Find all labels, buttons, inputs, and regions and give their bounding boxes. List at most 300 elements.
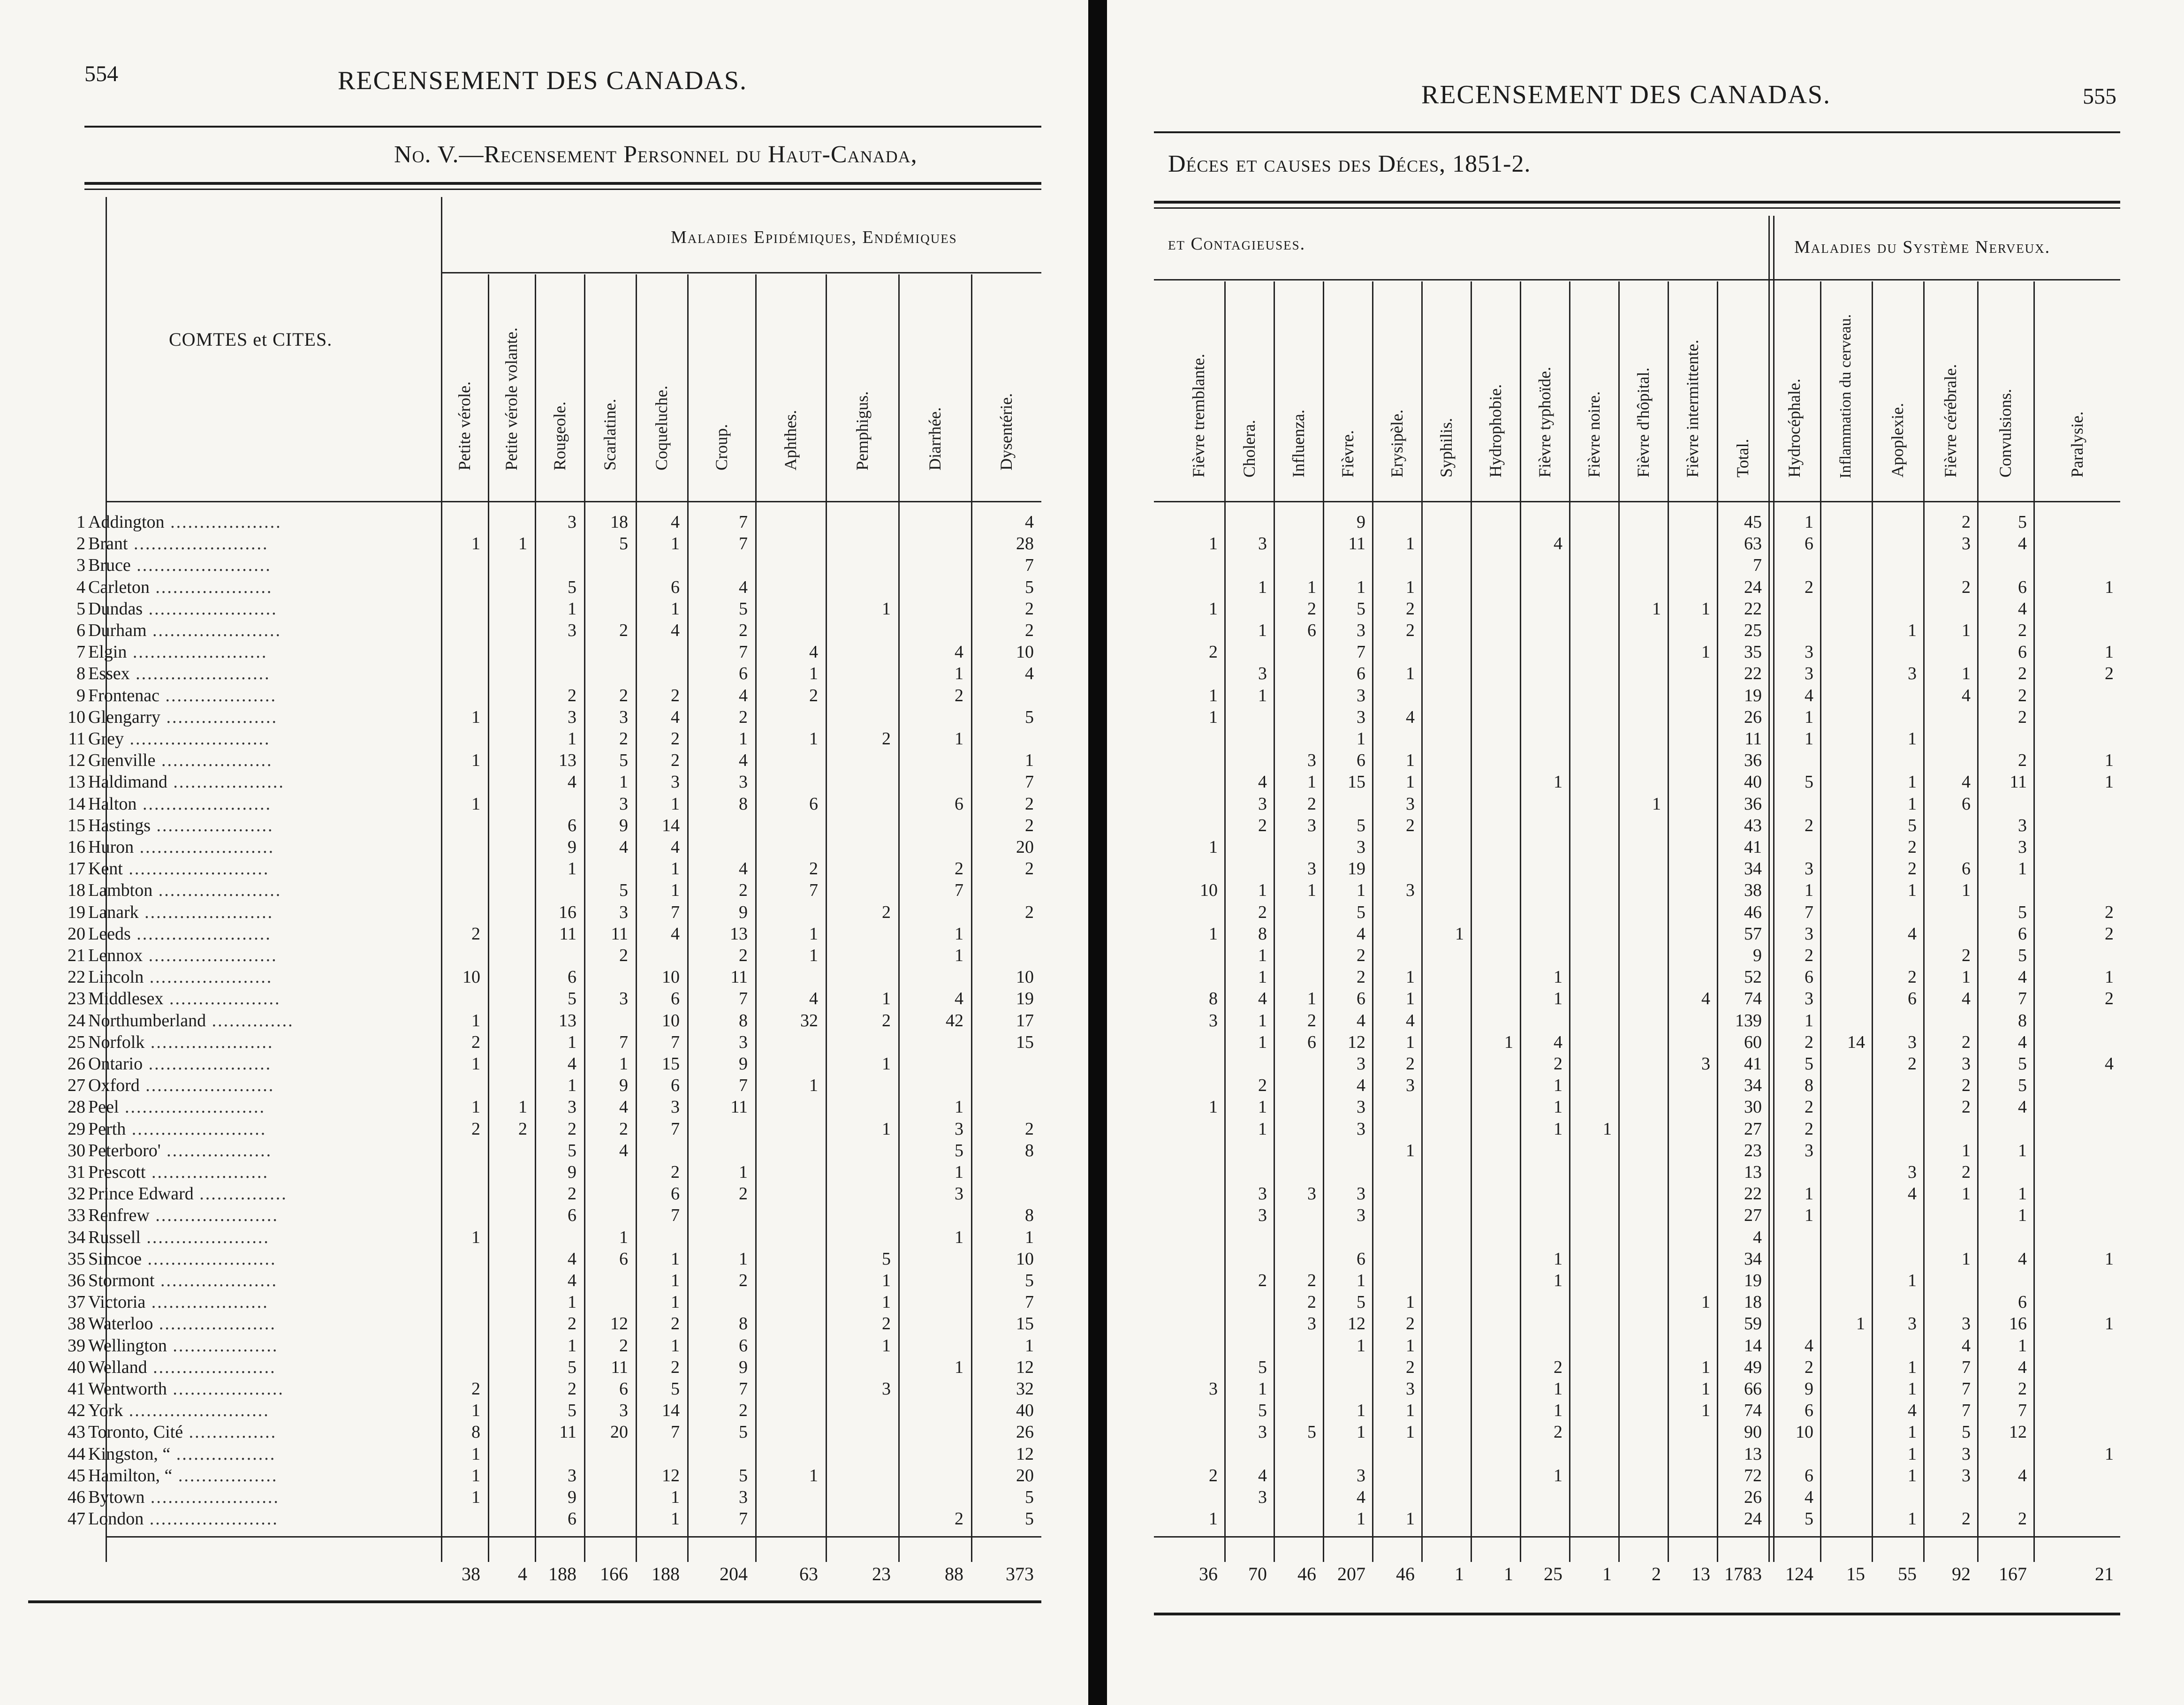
county-label: Peterboro' [88, 1140, 161, 1160]
right-data-cell [1473, 620, 1513, 641]
left-data-cell: 1 [619, 1054, 628, 1074]
right-data-cell: 34 [1744, 859, 1762, 879]
right-data-cell [1823, 945, 1865, 966]
county-name [42, 1096, 265, 1118]
right-data-cell [1375, 902, 1415, 923]
right-total-cell: 21 [2095, 1563, 2114, 1584]
right-data-cell [1276, 1356, 1316, 1378]
left-data-cell [901, 576, 963, 598]
left-data-cell [828, 706, 891, 728]
right-data-cell [1473, 1400, 1513, 1421]
right-data-cell: 27 [1744, 1205, 1762, 1226]
right-data-cell: 1 [1209, 924, 1218, 944]
right-data-cell [1473, 1421, 1513, 1443]
right-data-cell [1621, 1356, 1661, 1378]
left-data-cell [587, 1010, 628, 1031]
right-data-cell [1473, 1443, 1513, 1465]
right-data-cell: 1 [1908, 1422, 1917, 1442]
left-data-cell: 3 [619, 707, 628, 727]
right-data-cell [1621, 706, 1661, 728]
leader-dots: ................... [160, 707, 278, 727]
left-data-cell: 4 [619, 1097, 628, 1117]
right-data-cell [1771, 1227, 1813, 1248]
left-data-cell [901, 620, 963, 641]
right-data-cell: 1 [1258, 967, 1267, 987]
left-data-cell [901, 771, 963, 793]
right-data-cell: 3 [1209, 1010, 1218, 1031]
right-data-cell [2036, 793, 2114, 815]
right-total-cell: 1 [1504, 1563, 1513, 1584]
right-data-cell [1670, 923, 1710, 945]
leader-dots: .................... [151, 815, 274, 835]
right-header-bottom-rule [1154, 501, 2120, 502]
right-data-cell [1771, 1161, 1813, 1183]
right-data-cell [1621, 1031, 1661, 1053]
left-data-cell [758, 598, 818, 620]
left-data-cell: 5 [1025, 1509, 1034, 1529]
left-data-cell: 5 [739, 1465, 748, 1485]
left-data-cell [758, 1227, 818, 1248]
leader-dots: ........................ [123, 1401, 270, 1421]
right-data-cell [2036, 1183, 2114, 1205]
left-data-cell: 4 [1025, 512, 1034, 532]
left-data-cell: 6 [671, 577, 680, 597]
left-data-cell [758, 1335, 818, 1356]
left-data-cell [758, 1270, 818, 1291]
left-data-cell [690, 1205, 748, 1226]
right-data-cell [1375, 1443, 1415, 1465]
right-data-cell [1980, 554, 2027, 576]
right-data-cell [1424, 1335, 1464, 1356]
left-data-cell [901, 1335, 963, 1356]
right-data-cell [1473, 533, 1513, 554]
right-data-cell [1175, 728, 1218, 750]
right-data-cell [1424, 1356, 1464, 1378]
right-data-cell: 3 [1357, 1119, 1365, 1139]
county-label: Essex [88, 664, 130, 684]
right-total-cell: 207 [1337, 1563, 1365, 1584]
right-data-cell [1175, 771, 1218, 793]
right-data-cell [1980, 1161, 2027, 1183]
left-data-cell [974, 945, 1034, 966]
left-data-cell [901, 1270, 963, 1291]
right-data-cell [1473, 1010, 1513, 1031]
row-number: 47 [68, 1509, 85, 1529]
right-data-cell: 3 [1962, 1054, 1971, 1074]
right-data-cell: 14 [1744, 1335, 1762, 1356]
right-data-cell [1227, 511, 1267, 533]
left-data-cell: 20 [1016, 1465, 1034, 1485]
row-number: 20 [68, 924, 85, 944]
right-data-cell [1175, 1421, 1218, 1443]
left-data-cell: 6 [739, 664, 748, 684]
left-data-cell [491, 966, 527, 988]
left-data-cell: 11 [559, 924, 576, 944]
left-data-cell [491, 1421, 527, 1443]
right-data-cell [1670, 1335, 1710, 1356]
left-data-cell: 1 [739, 1162, 748, 1182]
left-data-cell: 1 [619, 1227, 628, 1247]
right-data-cell [1523, 1140, 1562, 1161]
county-name [42, 641, 267, 663]
county-name [42, 511, 282, 533]
left-data-cell [901, 966, 963, 988]
right-data-cell [1523, 663, 1562, 684]
right-data-cell [1424, 945, 1464, 966]
right-data-cell [1175, 1400, 1218, 1421]
right-data-cell [1375, 836, 1415, 858]
right-data-cell: 4 [1962, 772, 1971, 792]
right-data-cell: 139 [1735, 1010, 1762, 1031]
right-data-cell [1670, 879, 1710, 901]
right-data-cell: 3 [2018, 837, 2027, 857]
left-data-cell: 2 [739, 621, 748, 640]
right-data-cell [1175, 620, 1218, 641]
right-data-cell [1670, 533, 1710, 554]
right-data-cell [2036, 511, 2114, 533]
county-name [42, 706, 278, 728]
left-data-cell [901, 1443, 963, 1465]
right-data-cell: 2 [1554, 1422, 1562, 1442]
right-data-cell [1572, 1161, 1612, 1183]
right-total-cell: 124 [1785, 1563, 1813, 1584]
right-data-cell [1670, 945, 1710, 966]
left-data-cell: 3 [619, 989, 628, 1009]
left-data-cell: 1 [471, 1097, 480, 1117]
right-data-cell [1227, 706, 1267, 728]
left-data-cell [587, 576, 628, 598]
right-data-cell [1375, 641, 1415, 663]
right-data-cell [1175, 1140, 1218, 1161]
right-data-cell [2036, 858, 2114, 879]
county-label: Oxford [88, 1076, 140, 1096]
right-data-cell: 1 [1406, 1292, 1415, 1312]
right-data-cell [1874, 533, 1917, 554]
left-data-cell: 3 [568, 621, 576, 640]
left-data-cell [828, 641, 891, 663]
right-data-cell [1424, 1096, 1464, 1118]
county-label: Grey [88, 729, 124, 749]
right-data-cell [1670, 706, 1710, 728]
left-data-cell [538, 1443, 576, 1465]
leader-dots: ...................... [139, 1076, 275, 1096]
right-data-cell: 2 [1357, 946, 1365, 965]
right-data-cell: 8 [1209, 989, 1218, 1009]
right-data-cell [1175, 1075, 1218, 1096]
right-data-cell [1473, 1270, 1513, 1291]
left-data-cell: 3 [671, 772, 680, 792]
row-header: COMTES et CITES. [169, 329, 333, 350]
right-data-cell: 3 [1805, 989, 1813, 1009]
right-data-cell [1572, 923, 1612, 945]
right-data-cell: 1 [1406, 1422, 1415, 1442]
county-name [42, 1421, 277, 1443]
left-data-cell: 3 [955, 1119, 963, 1139]
right-data-cell [1424, 1183, 1464, 1205]
right-data-cell [1276, 902, 1316, 923]
right-data-cell: 2 [1258, 815, 1267, 835]
right-data-cell: 2 [1554, 1054, 1562, 1074]
left-data-cell [587, 1465, 628, 1486]
left-data-cell: 1 [671, 880, 680, 901]
right-data-cell [1424, 1010, 1464, 1031]
row-number: 12 [68, 750, 85, 771]
left-data-cell [491, 1161, 527, 1183]
right-data-cell [2036, 598, 2114, 620]
left-data-cell: 1 [1025, 750, 1034, 771]
right-data-cell [1980, 879, 2027, 901]
right-data-cell [1473, 815, 1513, 836]
right-data-cell [1621, 1508, 1661, 1530]
left-data-cell [828, 576, 891, 598]
right-data-cell: 24 [1744, 577, 1762, 597]
row-number: 43 [68, 1422, 85, 1442]
left-data-cell: 16 [559, 902, 576, 922]
left-data-cell: 15 [1016, 1032, 1034, 1052]
right-column-rule [1717, 281, 1718, 1562]
right-data-cell [1523, 1291, 1562, 1313]
right-data-cell [1874, 1205, 1917, 1226]
left-data-cell: 7 [1025, 772, 1034, 792]
right-data-cell [1926, 1118, 1971, 1140]
left-data-cell: 26 [1016, 1422, 1034, 1442]
right-data-cell: 3 [1307, 1314, 1316, 1334]
left-data-cell: 13 [730, 924, 748, 944]
left-data-cell: 9 [739, 1054, 748, 1074]
right-data-cell: 3 [1701, 1054, 1710, 1074]
left-data-cell: 28 [1016, 534, 1034, 554]
left-data-cell: 4 [568, 1271, 576, 1290]
left-total-cell: 4 [518, 1563, 527, 1584]
right-data-cell [1227, 836, 1267, 858]
county-label: Ontario [88, 1054, 143, 1074]
left-data-cell: 2 [1025, 794, 1034, 814]
left-data-cell [901, 1205, 963, 1226]
right-data-cell [1473, 750, 1513, 771]
right-data-cell: 2 [1307, 1010, 1316, 1031]
left-data-cell [444, 1075, 480, 1096]
right-data-cell [2036, 620, 2114, 641]
left-data-cell [974, 923, 1034, 945]
left-data-cell [758, 706, 818, 728]
right-total-cell: 46 [1297, 1563, 1316, 1584]
right-column-header-label: Erysipèle. [1387, 409, 1406, 477]
left-data-cell [587, 1486, 628, 1508]
right-data-cell [1473, 685, 1513, 706]
right-data-cell: 19 [1744, 685, 1762, 705]
group-header-contagious: et Contagieuses. [1168, 234, 1306, 254]
left-column-header-label: Petite vérole. [455, 381, 474, 470]
county-name [42, 685, 277, 706]
right-data-cell: 1 [1307, 577, 1316, 597]
left-data-cell [444, 1161, 480, 1183]
right-data-cell: 27 [1744, 1119, 1762, 1139]
right-data-cell [1874, 1335, 1917, 1356]
right-data-cell [1823, 1443, 1865, 1465]
left-data-cell: 1 [671, 1271, 680, 1290]
right-data-cell [1175, 1356, 1218, 1378]
right-data-cell [1874, 902, 1917, 923]
right-data-cell [1572, 1421, 1612, 1443]
right-column-rule [1520, 281, 1521, 1562]
row-number: 37 [68, 1292, 85, 1312]
right-data-cell: 1 [2105, 577, 2114, 597]
left-data-cell: 1 [955, 664, 963, 684]
left-total-cell: 88 [945, 1563, 963, 1584]
right-data-cell [1424, 1443, 1464, 1465]
right-data-cell [1823, 620, 1865, 641]
right-data-cell: 1 [1908, 621, 1917, 640]
right-column-header-label: Fièvre. [1338, 430, 1357, 477]
right-data-cell: 1 [1805, 1010, 1813, 1031]
left-column-header [992, 274, 1020, 490]
right-data-cell [1823, 858, 1865, 879]
right-data-cell: 8 [2018, 1010, 2027, 1031]
left-data-cell [758, 1248, 818, 1270]
left-data-cell: 3 [882, 1379, 891, 1399]
right-data-cell [1375, 1248, 1415, 1270]
left-column-header-label: Croup. [712, 424, 731, 470]
right-data-cell: 1 [1258, 621, 1267, 640]
left-data-cell [491, 598, 527, 620]
left-data-cell [444, 554, 480, 576]
county-label: Peel [88, 1097, 119, 1117]
right-data-cell: 1 [2105, 1444, 2114, 1464]
right-data-cell [1621, 576, 1661, 598]
right-data-cell: 22 [1744, 599, 1762, 619]
right-data-cell [1572, 1183, 1612, 1205]
right-data-cell: 3 [1406, 1379, 1415, 1399]
left-data-cell [444, 879, 480, 901]
right-data-cell [1823, 836, 1865, 858]
right-data-cell [1823, 1227, 1865, 1248]
left-data-cell [444, 902, 480, 923]
county-label: Lambton [88, 880, 153, 901]
right-data-cell [1874, 641, 1917, 663]
right-data-cell: 9 [1805, 1379, 1813, 1399]
right-data-cell [2036, 1291, 2114, 1313]
right-data-cell: 1 [1406, 967, 1415, 987]
right-data-cell: 2 [1962, 946, 1971, 965]
right-data-cell: 1 [1554, 1097, 1562, 1117]
right-data-cell [1771, 598, 1813, 620]
right-data-cell [1926, 1227, 1971, 1248]
county-label: Glengarry [88, 707, 161, 727]
county-label: Middlesex [88, 989, 164, 1009]
row-number: 41 [68, 1379, 85, 1399]
right-data-cell: 1 [1701, 1401, 1710, 1421]
right-data-cell [1823, 1356, 1865, 1378]
right-data-cell: 3 [1357, 1205, 1365, 1226]
right-data-cell [1424, 1227, 1464, 1248]
right-data-cell: 1 [1504, 1032, 1513, 1052]
right-data-cell: 1 [1554, 1271, 1562, 1290]
right-data-cell [1621, 620, 1661, 641]
right-data-cell [1874, 1248, 1917, 1270]
right-data-cell: 1 [1701, 1292, 1710, 1312]
right-data-cell: 3 [1962, 534, 1971, 554]
left-data-cell [491, 1378, 527, 1400]
right-data-cell: 2 [1258, 902, 1267, 922]
left-data-cell [758, 1356, 818, 1378]
left-data-cell [491, 1508, 527, 1530]
right-data-cell [1926, 923, 1971, 945]
right-data-cell [1823, 533, 1865, 554]
row-number: 14 [68, 794, 85, 814]
right-data-cell: 2 [2018, 750, 2027, 771]
left-data-cell: 4 [809, 989, 818, 1009]
right-data-cell: 2 [1962, 1509, 1971, 1529]
right-data-cell [1572, 1248, 1612, 1270]
right-data-cell [1621, 1161, 1661, 1183]
right-data-cell: 4 [1753, 1227, 1762, 1247]
right-data-cell: 2 [1805, 1357, 1813, 1377]
right-data-cell [1874, 598, 1917, 620]
right-data-cell [1227, 750, 1267, 771]
left-data-cell [828, 1031, 891, 1053]
right-data-cell: 3 [2018, 815, 2027, 835]
left-data-cell: 1 [1025, 1227, 1034, 1247]
right-data-cell [1572, 879, 1612, 901]
left-column-header [450, 274, 478, 490]
leader-dots: .................... [153, 1314, 276, 1334]
right-data-cell: 4 [2018, 599, 2027, 619]
right-data-cell: 45 [1744, 512, 1762, 532]
right-data-cell [2036, 1205, 2114, 1226]
right-data-cell: 1 [1357, 1271, 1365, 1290]
left-data-cell: 1 [671, 1509, 680, 1529]
left-table-bottom-rule [28, 1600, 1041, 1603]
right-data-cell [2036, 1161, 2114, 1183]
right-column-header [2063, 281, 2091, 497]
right-data-cell [1823, 641, 1865, 663]
right-data-cell: 3 [1258, 1205, 1267, 1226]
right-data-cell: 7 [2018, 989, 2027, 1009]
leader-dots: ..................... [144, 967, 273, 987]
left-data-cell: 20 [610, 1422, 628, 1442]
right-data-cell: 1 [1307, 880, 1316, 901]
right-data-cell [1823, 511, 1865, 533]
table-top-rule [1154, 201, 2120, 204]
right-data-cell [1424, 1291, 1464, 1313]
right-data-cell: 3 [1258, 794, 1267, 814]
left-data-cell: 7 [1025, 1292, 1034, 1312]
row-number: 8 [76, 664, 85, 684]
right-data-cell [1175, 576, 1218, 598]
county-name [42, 1335, 278, 1356]
left-data-cell [491, 1313, 527, 1334]
head-rule [84, 126, 1041, 128]
left-data-cell: 5 [619, 880, 628, 901]
right-data-cell: 4 [1805, 1487, 1813, 1507]
right-data-cell [1572, 1378, 1612, 1400]
left-data-cell [974, 1096, 1034, 1118]
right-column-rule [1323, 281, 1324, 1562]
left-data-cell: 8 [1025, 1140, 1034, 1160]
left-data-cell: 1 [568, 1076, 576, 1096]
right-data-cell: 2 [1406, 1054, 1415, 1074]
right-data-cell: 3 [1805, 664, 1813, 684]
right-data-cell [1823, 1140, 1865, 1161]
left-data-cell: 2 [471, 924, 480, 944]
book-gutter [1088, 0, 1107, 1705]
right-data-cell: 4 [2018, 1465, 2027, 1485]
left-data-cell: 2 [809, 685, 818, 705]
right-column-header-label: Cholera. [1239, 420, 1259, 477]
leader-dots: .................... [145, 1162, 269, 1182]
right-data-cell [2036, 815, 2114, 836]
right-data-cell [1823, 1400, 1865, 1421]
